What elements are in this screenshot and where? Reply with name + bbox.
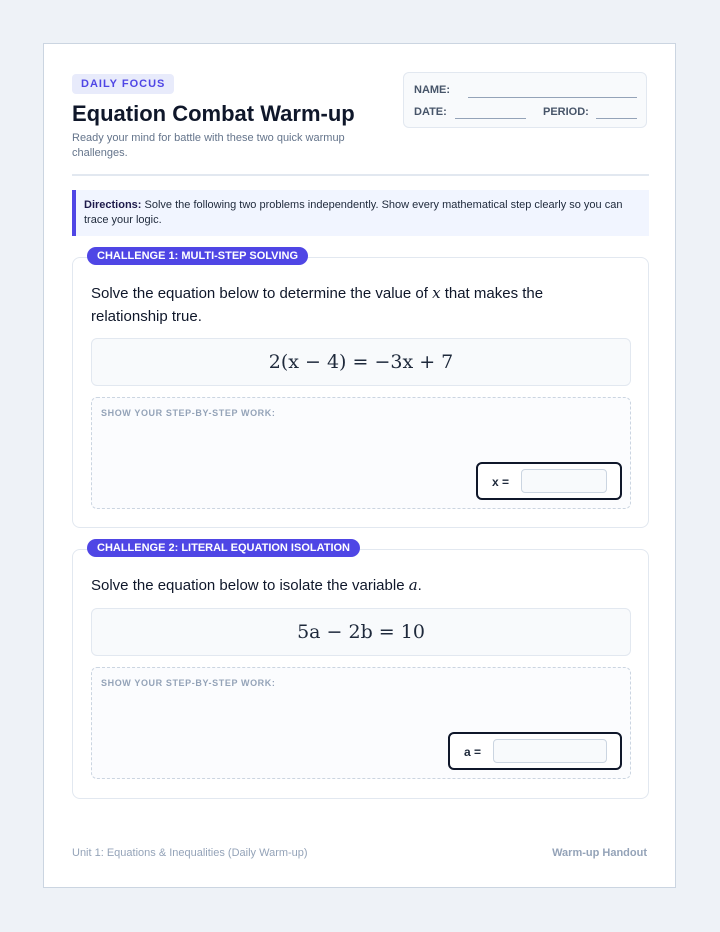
- challenge-2-work-label: SHOW YOUR STEP-BY-STEP WORK:: [101, 678, 276, 688]
- date-label: DATE:: [414, 106, 447, 118]
- challenge-2-prompt-before: Solve the equation below to isolate the variable: [91, 577, 409, 594]
- challenge-2-tag: CHALLENGE 2: LITERAL EQUATION ISOLATION: [87, 539, 360, 557]
- period-label: PERIOD:: [543, 106, 589, 118]
- challenge-1-work-area[interactable]: [91, 397, 631, 509]
- page-subtitle: Ready your mind for battle with these two quick warmup challenges.: [72, 132, 345, 159]
- period-line[interactable]: [596, 118, 637, 119]
- challenge-2-variable: a: [408, 576, 418, 594]
- directions-label: Directions:: [84, 199, 142, 211]
- footer-handout: Warm-up Handout: [552, 847, 647, 859]
- challenge-1-card: [72, 257, 649, 528]
- challenge-1-prompt-before: Solve the equation below to determine the value of: [91, 285, 433, 302]
- challenge-1-answer-box: [476, 462, 622, 500]
- student-info-box: [403, 72, 647, 128]
- challenge-1-prompt: [91, 282, 611, 328]
- challenge-2-equation: 5a − 2b = 10: [91, 608, 631, 656]
- worksheet-page: [43, 43, 676, 888]
- daily-focus-badge: DAILY FOCUS: [72, 74, 174, 94]
- date-line[interactable]: [455, 118, 526, 119]
- challenge-2-work-area[interactable]: [91, 667, 631, 779]
- directions-box: [72, 190, 649, 236]
- page-title: Equation Combat Warm-up: [72, 101, 355, 126]
- header-divider: [72, 174, 649, 176]
- challenge-1-prompt-after: that makes the relationship true.: [91, 285, 544, 325]
- challenge-1-variable: x: [432, 284, 441, 302]
- challenge-1-work-label: SHOW YOUR STEP-BY-STEP WORK:: [101, 408, 276, 418]
- challenge-1-answer-label: x =: [492, 475, 510, 489]
- challenge-2-card: [72, 549, 649, 799]
- challenge-2-answer-input[interactable]: [493, 739, 607, 763]
- challenge-1-answer-input[interactable]: [521, 469, 607, 493]
- challenge-2-prompt: [91, 574, 611, 597]
- directions-text: Solve the following two problems independently. Show every mathematical step clearly so you can trace your logic.: [84, 199, 623, 226]
- footer-unit: Unit 1: Equations & Inequalities (Daily Warm-up): [72, 847, 308, 859]
- challenge-2-prompt-after: .: [417, 577, 422, 594]
- name-label: NAME:: [414, 84, 451, 96]
- challenge-1-tag: CHALLENGE 1: MULTI-STEP SOLVING: [87, 247, 308, 265]
- name-line[interactable]: [468, 97, 637, 98]
- challenge-2-answer-box: [448, 732, 622, 770]
- challenge-2-answer-label: a =: [464, 745, 482, 759]
- challenge-1-equation: 2(x − 4) = −3x + 7: [91, 338, 631, 386]
